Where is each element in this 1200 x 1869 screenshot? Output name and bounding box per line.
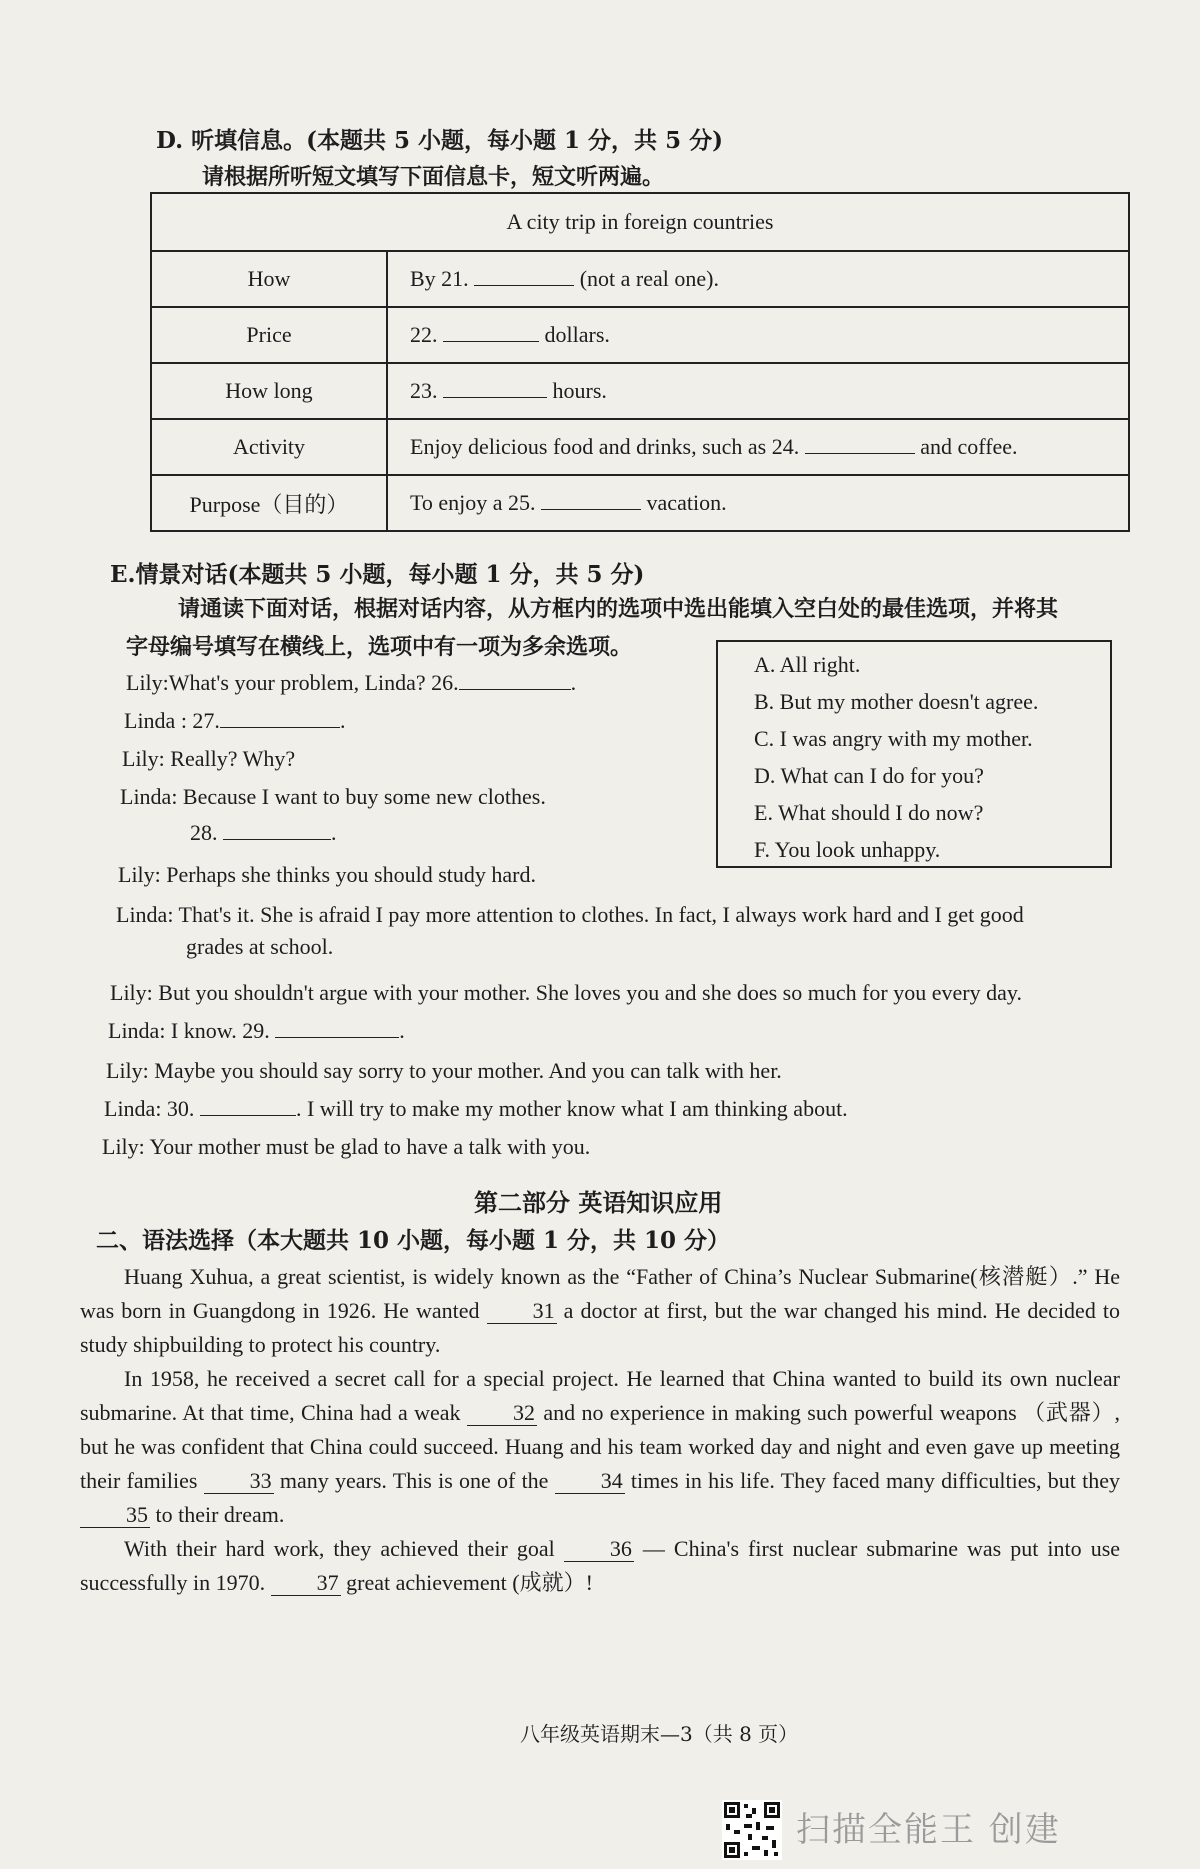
info-card-title: A city trip in foreign countries <box>151 193 1129 251</box>
passage-text: times in his life. They faced many difficulties, but they <box>630 1468 1120 1493</box>
dialogue-text: Lily:What's your problem, Linda? 26. <box>126 670 459 695</box>
table-row <box>151 363 1129 419</box>
gap-32[interactable]: 32 <box>467 1401 537 1426</box>
answer-blank-27[interactable] <box>220 727 340 728</box>
answer-blank-24[interactable] <box>805 453 915 454</box>
gap-33[interactable]: 33 <box>204 1469 274 1494</box>
row-text-before: 22. <box>410 322 438 347</box>
option-f: F. You look unhappy. <box>754 837 941 862</box>
grammar-section-heading: 二、语法选择（本大题共 10 小题，每小题 1 分，共 10 分） <box>96 1227 731 1254</box>
part-two-title: 第二部分 英语知识应用 <box>474 1188 723 1217</box>
gap-34[interactable]: 34 <box>555 1469 625 1494</box>
passage-text: — China's first nuclear submarine was put into use successfully in 1970. <box>80 1536 1121 1595</box>
passage-text: Huang Xuhua, a great scientist, is widely known as the “Father of China’s Nuclear Submarine(核潜艇）.” He was born in Guangdong in 1926. He wanted <box>80 1264 1120 1323</box>
options-box <box>716 640 1112 868</box>
dialogue-text: . <box>331 820 337 845</box>
passage-paragraph-1 <box>80 1260 1120 1362</box>
table-row <box>151 419 1129 475</box>
dialogue-text: . <box>339 708 346 733</box>
dialogue-line <box>126 668 576 698</box>
option-c: C. I was angry with my mother. <box>754 726 1033 751</box>
answer-blank-23[interactable] <box>443 397 547 398</box>
row-text-after: vacation. <box>646 490 727 515</box>
section-e-instruction-line2: 字母编号填写在横线上，选项中有一项为多余选项。 <box>126 634 633 660</box>
page-footer: 八年级英语期末—3（共 8 页） <box>520 1722 799 1746</box>
table-row <box>151 251 1129 307</box>
gap-37[interactable]: 37 <box>271 1571 341 1596</box>
dialogue-text: . I will try to make my mother know what I am thinking about. <box>295 1096 848 1121</box>
option-b: B. But my mother doesn't agree. <box>754 689 1039 714</box>
row-text-after: (not a real one). <box>579 266 719 291</box>
answer-blank-21[interactable] <box>474 285 574 286</box>
passage-text: and no experience in making such powerful weapons （武器）, but he was confident that China could succeed. Huang and his team worked day and night and even gave up meeting their families <box>80 1400 1121 1493</box>
row-text-before: 23. <box>410 378 438 403</box>
gap-31[interactable]: 31 <box>487 1299 557 1324</box>
option-e: E. What should I do now? <box>754 800 984 825</box>
answer-blank-25[interactable] <box>541 509 641 510</box>
passage-text: great achievement (成就）! <box>346 1570 593 1595</box>
info-card-table <box>150 192 1130 532</box>
answer-blank-30[interactable] <box>200 1115 296 1116</box>
dialogue-text: 28. <box>190 820 218 845</box>
dialogue-line <box>124 706 345 736</box>
row-content <box>387 475 1129 531</box>
dialogue-line: Lily: Perhaps she thinks you should study hard. <box>118 862 536 887</box>
dialogue-line <box>108 1016 405 1046</box>
row-content <box>387 363 1129 419</box>
info-card-title-row <box>151 193 1129 251</box>
passage-paragraph-3 <box>80 1532 1120 1600</box>
table-row <box>151 475 1129 531</box>
dialogue-text: Linda : 27. <box>124 708 220 733</box>
answer-blank-22[interactable] <box>443 341 539 342</box>
section-e-instruction-line1: 请通读下面对话，根据对话内容，从方框内的选项中选出能填入空白处的最佳选项，并将其 <box>178 596 1059 622</box>
section-d-instruction: 请根据所听短文填写下面信息卡，短文听两遍。 <box>202 164 665 190</box>
row-label: Activity <box>151 419 387 475</box>
section-e-heading: E.情景对话(本题共 5 小题，每小题 1 分，共 5 分) <box>110 561 645 588</box>
answer-blank-26[interactable] <box>459 689 571 690</box>
dialogue-line: Lily: Your mother must be glad to have a talk with you. <box>102 1134 591 1159</box>
passage-text: to their dream. <box>155 1502 285 1527</box>
scanner-watermark: 扫描全能王 创建 <box>796 1810 1061 1850</box>
row-text-after: dollars. <box>544 322 610 347</box>
row-text-before: To enjoy a 25. <box>410 490 536 515</box>
dialogue-text: . <box>399 1018 405 1043</box>
row-content <box>387 419 1129 475</box>
qr-code-icon <box>722 1800 782 1860</box>
row-label: Purpose（目的） <box>151 475 387 531</box>
dialogue-line: Lily: But you shouldn't argue with your mother. She loves you and she does so much for you every day. <box>110 980 1022 1005</box>
passage-paragraph-2 <box>80 1362 1120 1532</box>
gap-35[interactable]: 35 <box>80 1503 150 1528</box>
passage-text: a doctor at first, but the war changed his mind. He decided to study shipbuilding to protect his country. <box>80 1298 1120 1357</box>
passage-text: many years. This is one of the <box>279 1468 549 1493</box>
table-row <box>151 307 1129 363</box>
option-d: D. What can I do for you? <box>754 763 984 788</box>
row-content <box>387 251 1129 307</box>
dialogue-line: Lily: Maybe you should say sorry to your mother. And you can talk with her. <box>106 1058 782 1083</box>
dialogue-text: . <box>570 670 577 695</box>
row-text-after: and coffee. <box>920 434 1018 459</box>
row-text-before: Enjoy delicious food and drinks, such as 24. <box>410 434 800 459</box>
dialogue-line: grades at school. <box>186 934 334 959</box>
row-label: How long <box>151 363 387 419</box>
dialogue-line: Linda: Because I want to buy some new clothes. <box>120 784 546 809</box>
dialogue-line: Linda: That's it. She is afraid I pay more attention to clothes. In fact, I always work hard and I get good <box>116 902 1024 927</box>
dialogue-line: Lily: Really? Why? <box>122 746 296 771</box>
dialogue-text: Linda: 30. <box>104 1096 195 1121</box>
dialogue-line <box>190 818 337 848</box>
dialogue-text: Linda: I know. 29. <box>108 1018 270 1043</box>
dialogue-line <box>104 1094 848 1124</box>
option-a: A. All right. <box>754 652 861 677</box>
gap-36[interactable]: 36 <box>564 1537 634 1562</box>
row-content <box>387 307 1129 363</box>
row-label: How <box>151 251 387 307</box>
answer-blank-29[interactable] <box>275 1037 399 1038</box>
row-text-before: By 21. <box>410 266 469 291</box>
row-label: Price <box>151 307 387 363</box>
passage-text: In 1958, he received a secret call for a special project. He learned that China wanted to build its own nuclear submarine. At that time, China had a weak <box>80 1366 1120 1425</box>
section-d-heading: D. 听填信息。(本题共 5 小题，每小题 1 分，共 5 分) <box>156 127 723 154</box>
passage-text: With their hard work, they achieved their goal <box>124 1536 555 1561</box>
answer-blank-28[interactable] <box>223 839 331 840</box>
row-text-after: hours. <box>552 378 607 403</box>
